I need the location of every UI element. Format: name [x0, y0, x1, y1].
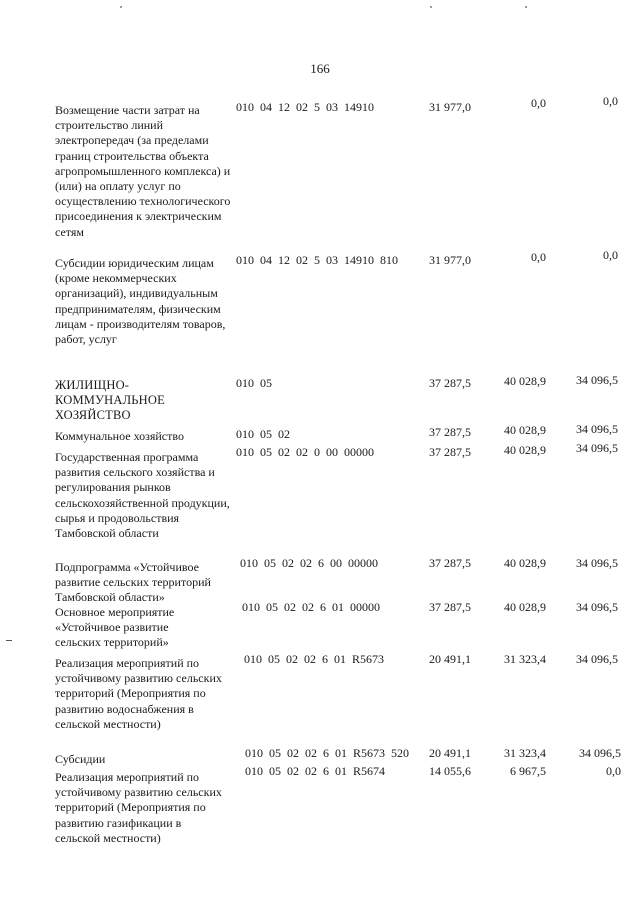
row-value-1: 37 287,5: [429, 425, 471, 439]
row-value-1: 31 977,0: [429, 100, 471, 114]
row-value-1: 37 287,5: [429, 556, 471, 570]
row-name: ЖИЛИЩНО-КОММУНАЛЬНОЕ ХОЗЯЙСТВО: [55, 378, 165, 423]
row-value-1: 20 491,1: [429, 746, 471, 760]
row-value-3: 34 096,5: [579, 746, 621, 760]
row-value-2: 40 028,9: [504, 443, 546, 457]
margin-mark: [6, 640, 12, 641]
row-code: 010 04 12 02 5 03 14910: [236, 100, 374, 114]
row-name: Подпрограмма «Устойчивое развитие сельских территорий Тамбовской области»: [55, 560, 211, 605]
row-value-2: 31 323,4: [504, 652, 546, 666]
row-value-1: 37 287,5: [429, 376, 471, 390]
row-value-3: 0,0: [606, 764, 621, 778]
row-value-3: 34 096,5: [576, 652, 618, 666]
row-code: 010 04 12 02 5 03 14910 810: [236, 253, 398, 267]
row-value-1: 31 977,0: [429, 253, 471, 267]
scan-speck: [525, 6, 527, 8]
row-name: Основное мероприятие «Устойчивое развитие сельских территорий»: [55, 605, 175, 650]
row-name: Коммунальное хозяйство: [55, 429, 184, 443]
row-value-3: 0,0: [603, 248, 618, 262]
row-code: 010 05 02 02 6 00 00000: [240, 556, 378, 570]
row-value-1: 37 287,5: [429, 600, 471, 614]
row-value-3: 34 096,5: [576, 556, 618, 570]
row-name: Возмещение части затрат на строительство линий электропередач (за пределами границ строительства объекта агропромышленного комплекса) и (или) на оплату услуг по осуществлению технологического присоединения к электрическим сетям: [55, 103, 231, 239]
page-number: 166: [310, 61, 330, 76]
row-code: 010 05 02 02 6 01 R5674: [245, 764, 386, 778]
row-name: Субсидии: [55, 752, 106, 766]
row-name: Субсидии юридическим лицам (кроме некоммерческих организаций), индивидуальным предпринимателям, физическим лицам - производителям товаров, работ, услуг: [55, 256, 226, 347]
row-value-2: 40 028,9: [504, 374, 546, 388]
row-code: 010 05: [236, 376, 272, 390]
row-value-2: 31 323,4: [504, 746, 546, 760]
row-value-1: 20 491,1: [429, 652, 471, 666]
row-name: Реализация мероприятий по устойчивому развитию сельских территорий (Мероприятия по развитию водоснабжения в сельской местности): [55, 656, 222, 731]
row-value-3: 0,0: [603, 94, 618, 108]
row-value-2: 0,0: [531, 250, 546, 264]
row-code: 010 05 02 02 6 01 R5673 520: [245, 746, 410, 760]
row-name: Реализация мероприятий по устойчивому развитию сельских территорий (Мероприятия по развитию газификации в сельской местности): [55, 770, 222, 845]
row-value-2: 6 967,5: [510, 764, 546, 778]
row-value-1: 37 287,5: [429, 445, 471, 459]
row-value-3: 34 096,5: [576, 441, 618, 455]
scan-speck: [430, 6, 432, 8]
row-name: Государственная программа развития сельского хозяйства и регулирования рынков сельскохозяйственной продукции, сырья и продовольствия Тамбовской области: [55, 450, 230, 541]
row-value-2: 40 028,9: [504, 600, 546, 614]
row-value-3: 34 096,5: [576, 422, 618, 436]
scan-speck: [120, 6, 122, 8]
row-value-3: 34 096,5: [576, 600, 618, 614]
row-value-3: 34 096,5: [576, 373, 618, 387]
row-value-2: 40 028,9: [504, 556, 546, 570]
row-code: 010 05 02 02 0 00 00000: [236, 445, 374, 459]
row-value-1: 14 055,6: [429, 764, 471, 778]
row-value-2: 40 028,9: [504, 423, 546, 437]
row-value-2: 0,0: [531, 96, 546, 110]
row-code: 010 05 02 02 6 01 00000: [242, 600, 380, 614]
row-code: 010 05 02: [236, 427, 290, 441]
row-code: 010 05 02 02 6 01 R5673: [244, 652, 385, 666]
